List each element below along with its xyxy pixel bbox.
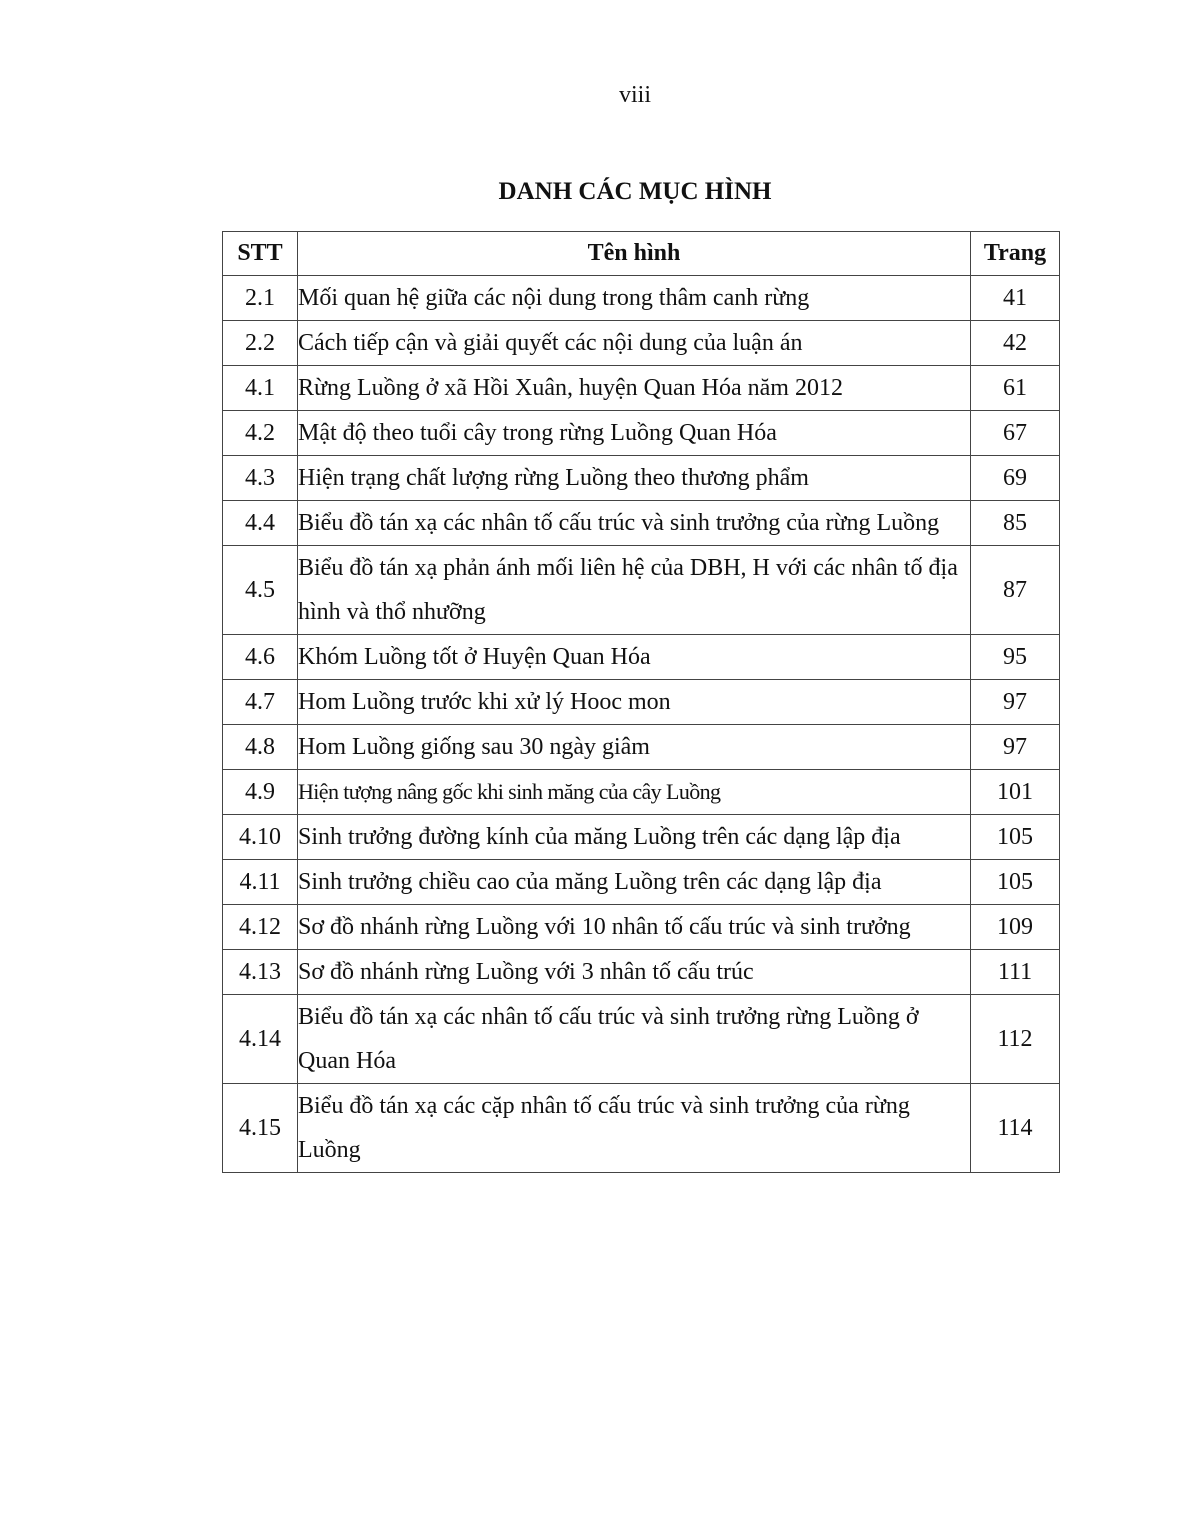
row-page: 69 (971, 456, 1060, 501)
row-name: Biểu đồ tán xạ các nhân tố cấu trúc và sinh trưởng rừng Luồng ở Quan Hóa (298, 995, 971, 1084)
table-row (223, 815, 1060, 860)
row-name: Hom Luồng trước khi xử lý Hooc mon (298, 680, 971, 725)
row-page: 42 (971, 321, 1060, 366)
row-stt: 4.11 (223, 860, 298, 905)
row-page: 97 (971, 680, 1060, 725)
row-page: 109 (971, 905, 1060, 950)
row-name: Hiện trạng chất lượng rừng Luồng theo thương phẩm (298, 456, 971, 501)
row-stt: 4.12 (223, 905, 298, 950)
row-page: 105 (971, 860, 1060, 905)
row-stt: 4.15 (223, 1084, 298, 1173)
row-name: Sơ đồ nhánh rừng Luồng với 3 nhân tố cấu trúc (298, 950, 971, 995)
row-stt: 4.14 (223, 995, 298, 1084)
row-page: 41 (971, 276, 1060, 321)
table-header-row (223, 232, 1060, 276)
table-row (223, 501, 1060, 546)
row-name: Biểu đồ tán xạ phản ánh mối liên hệ của DBH, H với các nhân tố địa hình và thổ nhưỡng (298, 546, 971, 635)
row-name: Mối quan hệ giữa các nội dung trong thâm canh rừng (298, 276, 971, 321)
header-page: Trang (971, 232, 1060, 276)
row-name: Rừng Luồng ở xã Hồi Xuân, huyện Quan Hóa năm 2012 (298, 366, 971, 411)
row-stt: 4.1 (223, 366, 298, 411)
row-page: 112 (971, 995, 1060, 1084)
row-name: Mật độ theo tuổi cây trong rừng Luồng Quan Hóa (298, 411, 971, 456)
row-page: 95 (971, 635, 1060, 680)
row-page: 67 (971, 411, 1060, 456)
table-row (223, 635, 1060, 680)
row-page: 87 (971, 546, 1060, 635)
row-page: 61 (971, 366, 1060, 411)
row-name: Cách tiếp cận và giải quyết các nội dung của luận án (298, 321, 971, 366)
table-row (223, 411, 1060, 456)
figure-list-table (222, 231, 1060, 1173)
row-name: Sơ đồ nhánh rừng Luồng với 10 nhân tố cấu trúc và sinh trưởng (298, 905, 971, 950)
row-page: 111 (971, 950, 1060, 995)
row-stt: 4.6 (223, 635, 298, 680)
table-row (223, 905, 1060, 950)
table-row (223, 456, 1060, 501)
row-name: Hiện tượng nâng gốc khi sinh măng của cây Luồng (298, 770, 971, 815)
table-row (223, 770, 1060, 815)
row-stt: 4.5 (223, 546, 298, 635)
table-row (223, 546, 1060, 635)
table-row (223, 995, 1060, 1084)
row-stt: 4.13 (223, 950, 298, 995)
table-row (223, 860, 1060, 905)
row-stt: 2.2 (223, 321, 298, 366)
table-row (223, 321, 1060, 366)
page-number: viii (618, 82, 651, 108)
table-row (223, 725, 1060, 770)
table-row (223, 1084, 1060, 1173)
row-page: 101 (971, 770, 1060, 815)
row-page: 114 (971, 1084, 1060, 1173)
header-name: Tên hình (298, 232, 971, 276)
table-row (223, 680, 1060, 725)
page-title: DANH CÁC MỤC HÌNH (498, 178, 772, 205)
row-name: Biểu đồ tán xạ các nhân tố cấu trúc và sinh trưởng của rừng Luồng (298, 501, 971, 546)
row-stt: 4.3 (223, 456, 298, 501)
row-stt: 4.10 (223, 815, 298, 860)
row-page: 105 (971, 815, 1060, 860)
row-name: Sinh trưởng đường kính của măng Luồng trên các dạng lập địa (298, 815, 971, 860)
table-row (223, 950, 1060, 995)
row-stt: 2.1 (223, 276, 298, 321)
row-page: 85 (971, 501, 1060, 546)
row-name: Sinh trưởng chiều cao của măng Luồng trên các dạng lập địa (298, 860, 971, 905)
row-stt: 4.8 (223, 725, 298, 770)
row-name: Hom Luồng giống sau 30 ngày giâm (298, 725, 971, 770)
table-row (223, 366, 1060, 411)
row-name: Khóm Luồng tốt ở Huyện Quan Hóa (298, 635, 971, 680)
header-stt: STT (223, 232, 298, 276)
row-stt: 4.4 (223, 501, 298, 546)
row-stt: 4.9 (223, 770, 298, 815)
row-stt: 4.7 (223, 680, 298, 725)
row-name: Biểu đồ tán xạ các cặp nhân tố cấu trúc và sinh trưởng của rừng Luồng (298, 1084, 971, 1173)
row-page: 97 (971, 725, 1060, 770)
row-stt: 4.2 (223, 411, 298, 456)
table-row (223, 276, 1060, 321)
